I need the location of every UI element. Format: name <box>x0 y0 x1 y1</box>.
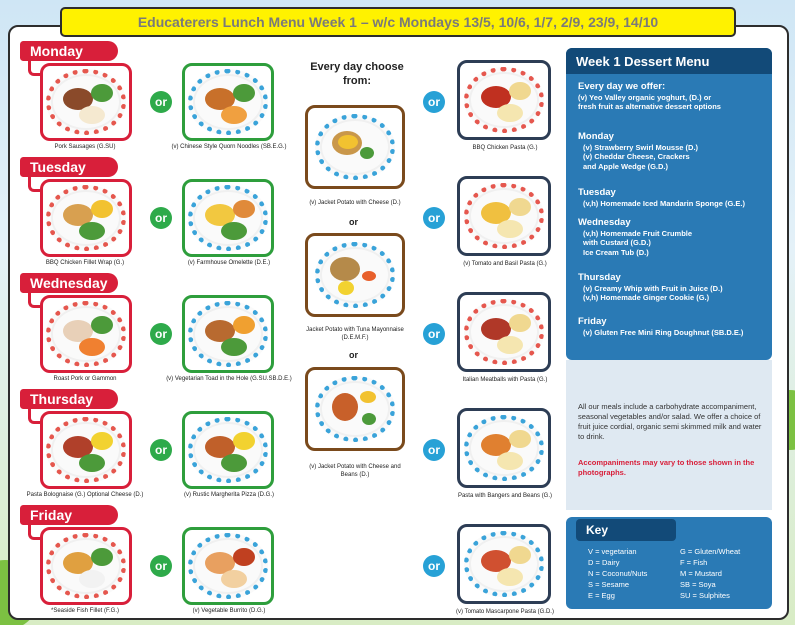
food-item <box>79 338 105 356</box>
day-tab-tuesday: Tuesday <box>20 157 118 177</box>
dessert-line: (v) Yeo Valley organic yoghurt, (D.) or <box>578 92 712 102</box>
food-item <box>79 570 105 588</box>
vegetarian-dish-caption: (v) Vegetarian Toad in the Hole (G.SU.SB.D.E.) <box>166 376 292 382</box>
key-panel <box>566 517 772 609</box>
dessert-day-friday <box>578 317 743 337</box>
or-badge: or <box>150 91 172 113</box>
plate <box>315 376 395 442</box>
food-item <box>91 316 113 334</box>
key-item: SB = Soya <box>680 580 716 589</box>
dessert-every-day-title: Every day we offer: <box>578 81 666 92</box>
plate <box>46 533 126 599</box>
vegetarian-dish-caption: (v) Rustic Margherita Pizza (D.G.) <box>183 492 274 498</box>
plate <box>46 69 126 135</box>
food-item <box>509 82 531 100</box>
pasta-dish-photo <box>457 176 551 256</box>
plate <box>188 533 268 599</box>
dessert-day-title: Tuesday <box>578 187 616 198</box>
food-item <box>221 570 247 588</box>
or-label: or <box>349 217 358 227</box>
info-panel <box>566 360 772 510</box>
or-badge: or <box>150 323 172 345</box>
dessert-every-day <box>578 82 721 112</box>
pasta-dish-caption: Pasta with Bangers and Beans (G.) <box>457 493 553 499</box>
dessert-day-monday <box>578 132 698 171</box>
page-title: Educaterers Lunch Menu Week 1 – w/c Mondays 13/5, 10/6, 1/7, 2/9, 23/9, 14/10 <box>137 14 659 30</box>
food-item <box>233 200 255 218</box>
key-heading: Key <box>576 519 676 541</box>
plate <box>46 185 126 251</box>
key-item: SU = Sulphites <box>680 591 730 600</box>
jacket-beans-photo <box>305 367 405 451</box>
or-badge: or <box>423 439 445 461</box>
food-item <box>221 454 247 472</box>
food-item <box>91 548 113 566</box>
key-item: F = Fish <box>680 558 708 567</box>
plate <box>464 531 544 597</box>
info-text: All our meals include a carbohydrate accompaniment, seasonal vegetables and/or salad. We offer a choice of fruit juice cordial, organic semi skimmed milk and water to drink. <box>578 402 762 441</box>
dessert-day-tuesday <box>578 188 745 208</box>
food-item <box>79 222 105 240</box>
dessert-line: fresh fruit as alternative dessert options <box>578 102 721 111</box>
day-tab-thursday: Thursday <box>20 389 118 409</box>
or-badge: or <box>150 207 172 229</box>
dessert-day-thursday <box>578 273 723 303</box>
vegetarian-dish-photo <box>182 295 274 373</box>
dessert-line: (v) Strawberry Swirl Mousse (D.) <box>583 142 699 152</box>
dessert-line: (v) Creamy Whip with Fruit in Juice (D.) <box>583 283 723 293</box>
plate <box>464 67 544 133</box>
dessert-line: (v,h) Homemade Fruit Crumble <box>583 228 693 238</box>
dessert-day-wednesday <box>578 218 692 257</box>
food-item <box>221 106 247 124</box>
key-item: D = Dairy <box>588 558 620 567</box>
day-tab-monday: Monday <box>20 41 118 61</box>
vegetarian-dish-caption: (v) Chinese Style Quorn Noodles (SB.E.G.) <box>171 144 287 150</box>
or-badge: or <box>150 555 172 577</box>
or-badge: or <box>150 439 172 461</box>
dessert-day-title: Thursday <box>578 272 621 283</box>
dessert-line: (v,h) Homemade Iced Mandarin Sponge (G.E.) <box>583 198 745 208</box>
food-item <box>91 200 113 218</box>
food-item <box>233 432 255 450</box>
plate <box>188 185 268 251</box>
pasta-dish-photo <box>457 408 551 488</box>
food-item <box>91 432 113 450</box>
dessert-line: and Apple Wedge (G.D.) <box>583 161 669 171</box>
pasta-dish-caption: (v) Tomato and Basil Pasta (G.) <box>463 261 547 267</box>
food-item <box>497 336 523 354</box>
jacket-cheese-caption: (v) Jacket Potato with Cheese (D.) <box>309 200 401 206</box>
pasta-dish-caption: BBQ Chicken Pasta (G.) <box>472 145 538 151</box>
plate <box>464 415 544 481</box>
food-item <box>221 338 247 356</box>
dessert-heading: Week 1 Dessert Menu <box>566 48 772 74</box>
or-badge: or <box>423 91 445 113</box>
food-item <box>497 104 523 122</box>
pasta-dish-photo <box>457 292 551 372</box>
vegetarian-dish-caption: (v) Vegetable Burrito (D.G.) <box>192 608 266 614</box>
vegetarian-dish-photo <box>182 179 274 257</box>
dessert-line: (v) Gluten Free Mini Ring Doughnut (SB.D.E.) <box>583 327 744 337</box>
pasta-dish-caption: Italian Meatballs with Pasta (G.) <box>462 377 548 383</box>
food-item <box>509 546 531 564</box>
main-dish-caption: Pasta Bolognaise (G.) Optional Cheese (D.) <box>26 492 144 498</box>
main-dish-photo <box>40 179 132 257</box>
main-dish-photo <box>40 63 132 141</box>
day-tab-wednesday: Wednesday <box>20 273 118 293</box>
dessert-day-title: Wednesday <box>578 217 631 228</box>
every-day-heading: Every day choose from: <box>310 61 404 87</box>
key-item: V = vegetarian <box>588 547 637 556</box>
dessert-line: (v,h) Homemade Ginger Cookie (G.) <box>583 293 710 302</box>
plate <box>188 301 268 367</box>
vegetarian-dish-caption: (v) Farmhouse Omelette (D.E.) <box>187 260 271 266</box>
main-dish-photo <box>40 295 132 373</box>
main-dish-caption: Roast Pork or Gammon <box>53 376 117 382</box>
food-item <box>91 84 113 102</box>
dessert-line: (v) Cheddar Cheese, Crackers <box>583 152 690 161</box>
food-item <box>233 316 255 334</box>
plate <box>188 417 268 483</box>
food-item <box>509 314 531 332</box>
food-item <box>509 430 531 448</box>
main-dish-photo <box>40 527 132 605</box>
or-badge: or <box>423 555 445 577</box>
or-badge: or <box>423 323 445 345</box>
key-item: M = Mustard <box>680 569 722 578</box>
dessert-panel <box>566 48 772 360</box>
or-badge: or <box>423 207 445 229</box>
vegetarian-dish-photo <box>182 411 274 489</box>
dessert-day-title: Monday <box>578 131 614 142</box>
food-item <box>221 222 247 240</box>
pasta-dish-caption: (v) Tomato Mascarpone Pasta (G.D.) <box>456 609 554 615</box>
food-item <box>79 106 105 124</box>
plate <box>46 301 126 367</box>
plate <box>46 417 126 483</box>
pasta-dish-photo <box>457 60 551 140</box>
plate <box>188 69 268 135</box>
main-dish-caption: BBQ Chicken Fillet Wrap (G.) <box>45 260 125 266</box>
jacket-beans-caption: (v) Jacket Potato with Cheese and Beans (D.) <box>309 464 401 478</box>
plate <box>464 299 544 365</box>
info-note: Accompaniments may vary to those shown in the photographs. <box>578 458 755 477</box>
vegetarian-dish-photo <box>182 63 274 141</box>
plate <box>315 242 395 308</box>
food-item <box>497 452 523 470</box>
food-item <box>509 198 531 216</box>
key-item: N = Coconut/Nuts <box>588 569 648 578</box>
pasta-dish-photo <box>457 524 551 604</box>
key-column-right <box>680 546 740 601</box>
plate <box>315 114 395 180</box>
food-item <box>497 220 523 238</box>
key-item: G = Gluten/Wheat <box>680 547 741 556</box>
jacket-tuna-caption: Jacket Potato with Tuna Mayonnaise (D.E.M.F.) <box>306 327 404 341</box>
plate <box>464 183 544 249</box>
key-item: S = Sesame <box>588 580 630 589</box>
jacket-cheese-photo <box>305 105 405 189</box>
dessert-line: with Custard (G.D.) <box>583 238 651 247</box>
food-item <box>233 548 255 566</box>
day-tab-friday: Friday <box>20 505 118 525</box>
or-label: or <box>349 350 358 360</box>
title-bar <box>60 7 736 37</box>
key-column-left <box>588 546 647 601</box>
food-item <box>497 568 523 586</box>
food-item <box>233 84 255 102</box>
main-dish-photo <box>40 411 132 489</box>
main-dish-caption: *Seaside Fish Fillet (F.G.) <box>50 608 120 614</box>
main-dish-caption: Pork Sausages (G.SU) <box>54 144 116 150</box>
food-item <box>79 454 105 472</box>
jacket-tuna-photo <box>305 233 405 317</box>
dessert-line: Ice Cream Tub (D.) <box>583 247 649 257</box>
dessert-day-title: Friday <box>578 316 607 327</box>
key-item: E = Egg <box>588 591 615 600</box>
vegetarian-dish-photo <box>182 527 274 605</box>
